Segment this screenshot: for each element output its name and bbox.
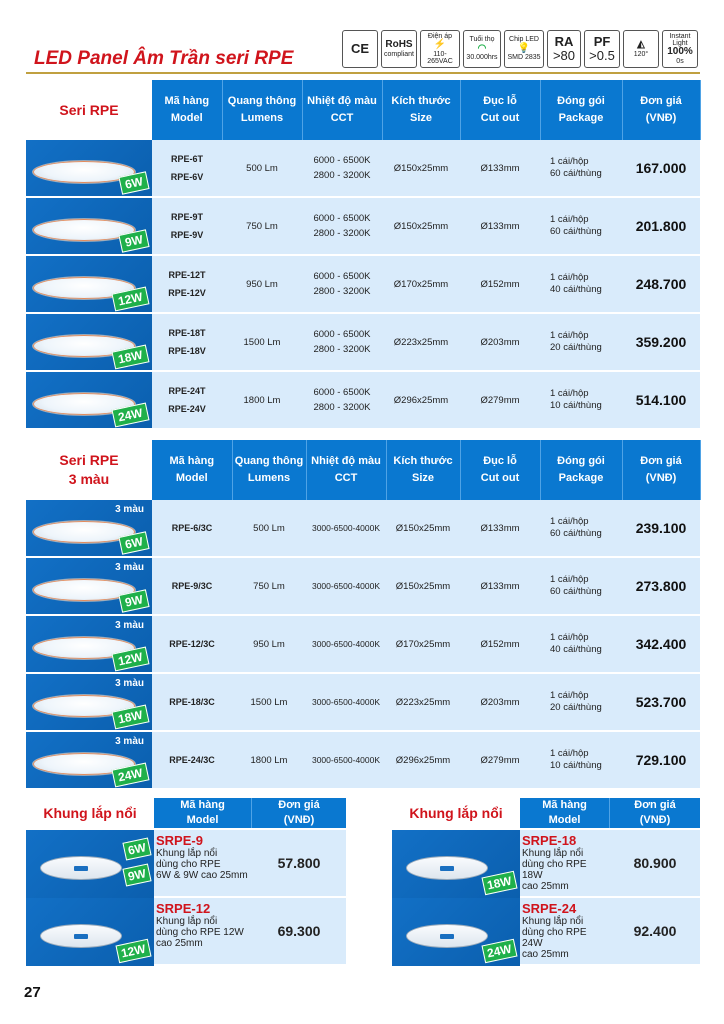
package-value: 1 cái/hộp 40 cái/thùng xyxy=(540,615,622,673)
frame-description: SRPE-12 Khung lắp nổi dùng cho RPE 12W cao 25mm xyxy=(154,898,252,964)
size-value: Ø223x25mm xyxy=(382,313,460,371)
header-cutout: Đục lỗ Cut out xyxy=(460,80,540,140)
header-lumens: Quang thông Lumens xyxy=(222,80,302,140)
lumens-value: 950 Lm xyxy=(222,255,302,313)
surface-frame-icon xyxy=(40,924,122,948)
cct-value: 6000 - 6500K 2800 - 3200K xyxy=(302,371,382,429)
package-value: 1 cái/hộp 20 cái/thùng xyxy=(540,673,622,731)
header-cct: Nhiệt độ màu CCT xyxy=(302,80,382,140)
instant-light-icon: Instant Light 100% 0s xyxy=(662,30,698,68)
wattage-badge: 6W xyxy=(122,837,151,860)
model-code: RPE-12T RPE-12V xyxy=(152,255,222,313)
model-code: RPE-12/3C xyxy=(152,615,232,673)
size-value: Ø296x25mm xyxy=(382,371,460,429)
wattage-badge: 24W xyxy=(482,939,518,963)
product-image xyxy=(26,500,152,557)
table-row xyxy=(26,255,700,313)
size-value: Ø170x25mm xyxy=(386,615,460,673)
header-price: Đơn giá (VNĐ) xyxy=(252,798,346,828)
product-image xyxy=(26,140,152,197)
page-title: LED Panel Âm Trần seri RPE xyxy=(34,48,294,69)
model-code: RPE-9/3C xyxy=(152,557,232,615)
wattage-badge: 24W xyxy=(112,763,150,788)
wattage-badge: 24W xyxy=(112,403,150,428)
rpe-price-table xyxy=(26,80,701,430)
wattage-badge: 18W xyxy=(482,871,518,895)
price-value: 514.100 xyxy=(622,371,700,429)
cutout-value: Ø133mm xyxy=(460,140,540,197)
price-value: 523.700 xyxy=(622,673,700,731)
product-image xyxy=(26,255,152,313)
frame-image xyxy=(26,898,154,966)
page-number: 27 xyxy=(24,984,41,1001)
cct-value: 3000-6500-4000K xyxy=(306,557,386,615)
cct-value: 6000 - 6500K 2800 - 3200K xyxy=(302,255,382,313)
ce-icon: CE xyxy=(342,30,378,68)
tricolor-label: 3 màu xyxy=(115,736,144,747)
beam-angle-icon: ◭ 120° xyxy=(623,30,659,68)
wattage-badge: 12W xyxy=(116,939,152,963)
package-value: 1 cái/hộp 60 cái/thùng xyxy=(540,500,622,557)
price-value: 273.800 xyxy=(622,557,700,615)
product-image xyxy=(26,615,152,673)
price-value: 729.100 xyxy=(622,731,700,789)
lumens-value: 950 Lm xyxy=(232,615,306,673)
table-row xyxy=(26,557,700,615)
tricolor-label: 3 màu xyxy=(115,620,144,631)
cutout-value: Ø279mm xyxy=(460,371,540,429)
header-package: Đóng gói Package xyxy=(540,440,622,500)
cct-value: 3000-6500-4000K xyxy=(306,731,386,789)
table-row xyxy=(26,673,700,731)
wattage-badge: 6W xyxy=(118,171,149,194)
tricolor-label: 3 màu xyxy=(115,504,144,515)
ra-icon: RA >80 xyxy=(547,30,581,68)
lumens-value: 750 Lm xyxy=(222,197,302,255)
price-value: 57.800 xyxy=(252,830,346,896)
price-value: 359.200 xyxy=(622,313,700,371)
lifetime-icon: Tuổi thọ ◠ 30.000hrs xyxy=(463,30,501,68)
cutout-value: Ø279mm xyxy=(460,731,540,789)
header-cct: Nhiệt độ màu CCT xyxy=(306,440,386,500)
cct-value: 6000 - 6500K 2800 - 3200K xyxy=(302,197,382,255)
frame-row xyxy=(392,896,700,964)
cct-value: 3000-6500-4000K xyxy=(306,615,386,673)
header-size: Kích thước Size xyxy=(386,440,460,500)
price-value: 248.700 xyxy=(622,255,700,313)
frame-description: SRPE-18 Khung lắp nổi dùng cho RPE 18W cao 25mm xyxy=(520,830,610,896)
frame-table-left xyxy=(26,798,346,964)
wattage-badge: 12W xyxy=(112,287,150,312)
lumens-value: 500 Lm xyxy=(232,500,306,557)
model-code: RPE-18/3C xyxy=(152,673,232,731)
cutout-value: Ø133mm xyxy=(460,557,540,615)
package-value: 1 cái/hộp 20 cái/thùng xyxy=(540,313,622,371)
chip-led-icon: Chip LED 💡 SMD 2835 xyxy=(504,30,544,68)
title-divider xyxy=(26,72,700,74)
frame-table-right xyxy=(392,798,700,964)
cct-value: 3000-6500-4000K xyxy=(306,500,386,557)
surface-frame-icon xyxy=(40,856,122,880)
frame-row xyxy=(26,896,346,964)
wattage-badge: 18W xyxy=(112,705,150,730)
package-value: 1 cái/hộp 60 cái/thùng xyxy=(540,140,622,197)
table-row xyxy=(26,313,700,371)
series-label: Seri RPE 3 màu xyxy=(26,440,152,500)
table-row xyxy=(26,615,700,673)
frame-image xyxy=(392,898,520,966)
rohs-icon: RoHS compliant xyxy=(381,30,417,68)
size-value: Ø296x25mm xyxy=(386,731,460,789)
cutout-value: Ø152mm xyxy=(460,255,540,313)
lumens-value: 1800 Lm xyxy=(232,731,306,789)
product-image xyxy=(26,313,152,371)
product-image xyxy=(26,197,152,255)
model-code: RPE-18T RPE-18V xyxy=(152,313,222,371)
price-value: 201.800 xyxy=(622,197,700,255)
cct-value: 6000 - 6500K 2800 - 3200K xyxy=(302,313,382,371)
table-row xyxy=(26,140,700,197)
header-cutout: Đục lỗ Cut out xyxy=(460,440,540,500)
package-value: 1 cái/hộp 40 cái/thùng xyxy=(540,255,622,313)
header-size: Kích thước Size xyxy=(382,80,460,140)
size-value: Ø170x25mm xyxy=(382,255,460,313)
product-image xyxy=(26,557,152,615)
surface-frame-icon xyxy=(406,856,488,880)
cutout-value: Ø133mm xyxy=(460,197,540,255)
size-value: Ø150x25mm xyxy=(382,140,460,197)
wattage-badge: 18W xyxy=(112,345,150,370)
frame-row xyxy=(26,828,346,896)
price-value: 167.000 xyxy=(622,140,700,197)
model-code: RPE-24T RPE-24V xyxy=(152,371,222,429)
package-value: 1 cái/hộp 60 cái/thùng xyxy=(540,197,622,255)
series-label: Seri RPE xyxy=(26,80,152,140)
cct-value: 3000-6500-4000K xyxy=(306,673,386,731)
cutout-value: Ø203mm xyxy=(460,673,540,731)
frame-row xyxy=(392,828,700,896)
frame-image xyxy=(26,830,154,898)
price-value: 239.100 xyxy=(622,500,700,557)
lumens-value: 500 Lm xyxy=(222,140,302,197)
wattage-badge: 12W xyxy=(112,647,150,672)
surface-frame-icon xyxy=(406,924,488,948)
header-lumens: Quang thông Lumens xyxy=(232,440,306,500)
header-code: Mã hàng Model xyxy=(520,798,610,828)
tricolor-label: 3 màu xyxy=(115,678,144,689)
model-code: RPE-9T RPE-9V xyxy=(152,197,222,255)
header-price: Đơn giá (VNĐ) xyxy=(610,798,700,828)
table-row xyxy=(26,197,700,255)
package-value: 1 cái/hộp 10 cái/thùng xyxy=(540,731,622,789)
wattage-badge: 6W xyxy=(118,531,149,554)
certification-icons xyxy=(342,30,698,68)
header-code: Mã hàng Model xyxy=(152,440,232,500)
wattage-badge: 9W xyxy=(118,589,149,612)
voltage-icon: Điện áp ⚡ 110-265VAC xyxy=(420,30,460,68)
lumens-value: 1500 Lm xyxy=(232,673,306,731)
size-value: Ø150x25mm xyxy=(386,557,460,615)
wattage-badge: 9W xyxy=(118,229,149,252)
table-row xyxy=(26,371,700,429)
frame-description: SRPE-9 Khung lắp nổi dùng cho RPE 6W & 9W cao 25mm xyxy=(154,830,252,896)
lumens-value: 750 Lm xyxy=(232,557,306,615)
product-image xyxy=(26,371,152,429)
price-value: 92.400 xyxy=(610,898,700,964)
frame-image xyxy=(392,830,520,898)
pf-icon: PF >0.5 xyxy=(584,30,620,68)
header-code: Mã hàng Model xyxy=(154,798,252,828)
price-value: 80.900 xyxy=(610,830,700,896)
product-image xyxy=(26,673,152,731)
frame-series-label: Khung lắp nổi xyxy=(43,805,137,821)
product-image xyxy=(26,731,152,789)
header-price: Đơn giá (VNĐ) xyxy=(622,440,700,500)
cct-value: 6000 - 6500K 2800 - 3200K xyxy=(302,140,382,197)
frame-series-label: Khung lắp nổi xyxy=(409,805,503,821)
frame-description: SRPE-24 Khung lắp nổi dùng cho RPE 24W cao 25mm xyxy=(520,898,610,964)
size-value: Ø150x25mm xyxy=(386,500,460,557)
model-code: RPE-6T RPE-6V xyxy=(152,140,222,197)
tricolor-label: 3 màu xyxy=(115,562,144,573)
model-code: RPE-24/3C xyxy=(152,731,232,789)
lumens-value: 1800 Lm xyxy=(222,371,302,429)
cutout-value: Ø133mm xyxy=(460,500,540,557)
lumens-value: 1500 Lm xyxy=(222,313,302,371)
header-price: Đơn giá (VNĐ) xyxy=(622,80,700,140)
package-value: 1 cái/hộp 60 cái/thùng xyxy=(540,557,622,615)
table-row xyxy=(26,500,700,557)
price-value: 342.400 xyxy=(622,615,700,673)
table-row xyxy=(26,731,700,789)
price-value: 69.300 xyxy=(252,898,346,964)
rpe-3color-price-table xyxy=(26,440,701,790)
size-value: Ø150x25mm xyxy=(382,197,460,255)
header-code: Mã hàng Model xyxy=(152,80,222,140)
cutout-value: Ø152mm xyxy=(460,615,540,673)
cutout-value: Ø203mm xyxy=(460,313,540,371)
wattage-badge: 9W xyxy=(122,863,151,886)
header-package: Đóng gói Package xyxy=(540,80,622,140)
package-value: 1 cái/hộp 10 cái/thùng xyxy=(540,371,622,429)
model-code: RPE-6/3C xyxy=(152,500,232,557)
size-value: Ø223x25mm xyxy=(386,673,460,731)
